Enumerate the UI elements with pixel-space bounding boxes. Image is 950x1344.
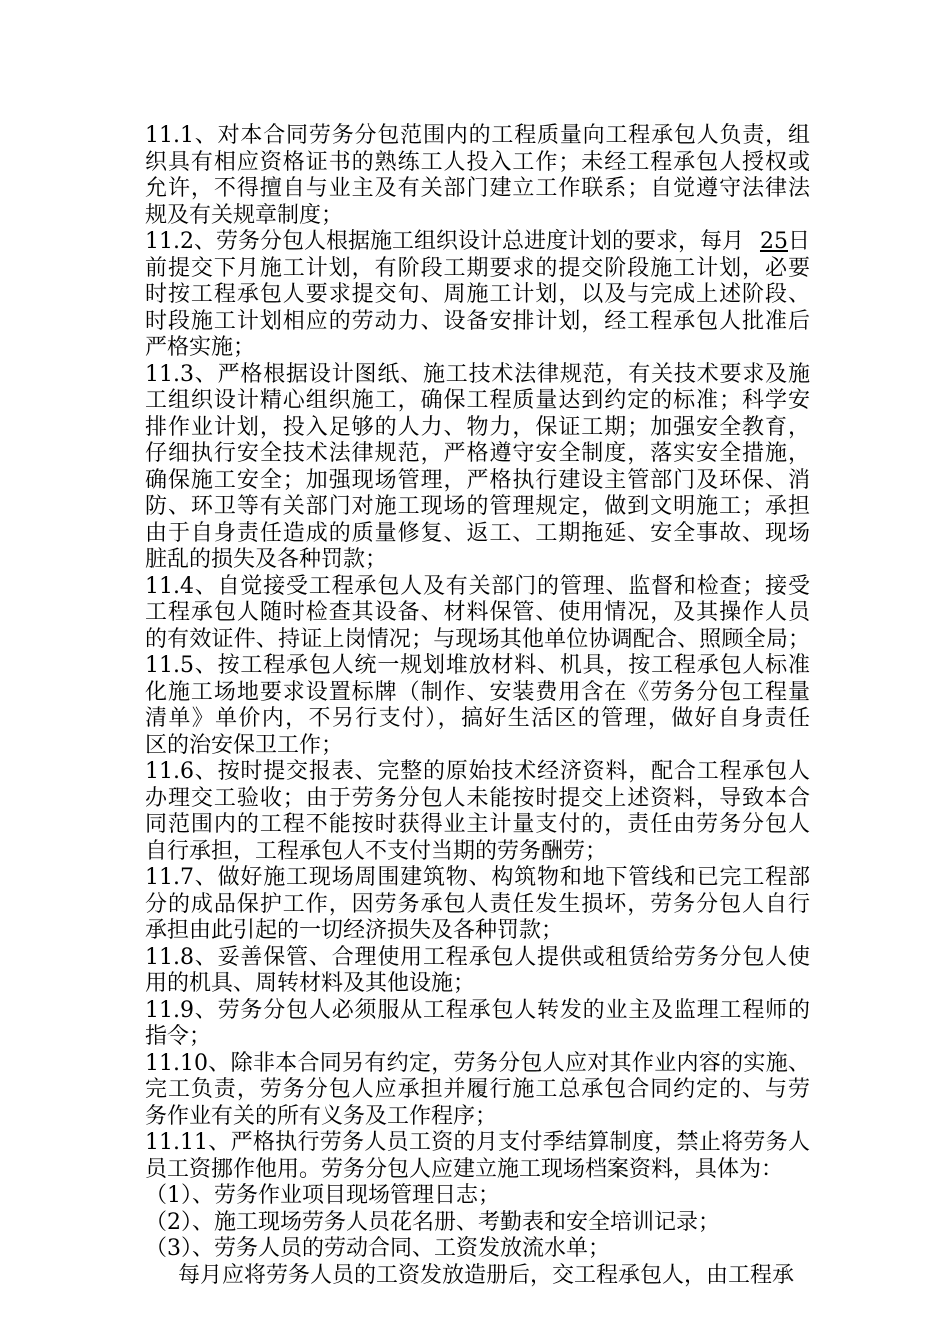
text-line: 11.4、自觉接受工程承包人及有关部门的管理、监督和检查；接受 (145, 573, 810, 599)
text-line: 工组织设计精心组织施工，确保工程质量达到约定的标准；科学安 (145, 388, 810, 413)
text-line: 11.5、按工程承包人统一规划堆放材料、机具，按工程承包人标准 (145, 653, 810, 678)
text-segment: 11.2、劳务分包人根据施工组织设计总进度计划的要求，每月 (145, 229, 744, 254)
text-line: 承担由此引起的一切经济损失及各种罚款； (145, 918, 564, 943)
text-line: 指令； (145, 1024, 212, 1049)
text-line: 区的治安保卫工作； (145, 732, 344, 758)
text-line-with-date (145, 229, 810, 256)
day-of-month (760, 229, 810, 256)
text-line: 严格实施； (145, 335, 256, 360)
text-line: 同范围内的工程不能按时获得业主计量支付的，责任由劳务分包人 (145, 812, 810, 837)
text-line: 11.6、按时提交报表、完整的原始技术经济资料，配合工程承包人 (145, 759, 810, 784)
list-item: （2）、施工现场劳务人员花名册、考勤表和安全培训记录； (145, 1209, 720, 1235)
text-line: 脏乱的损失及各种罚款； (145, 547, 388, 572)
text-line: 织具有相应资格证书的熟练工人投入工作；未经工程承包人授权或 (145, 149, 810, 175)
text-line: 完工负责，劳务分包人应承担并履行施工总承包合同约定的、与劳 (145, 1077, 810, 1102)
text-line: 11.11、严格执行劳务人员工资的月支付季结算制度，禁止将劳务人 (145, 1130, 810, 1155)
document-body (145, 123, 810, 1289)
text-line: 11.7、做好施工现场周围建筑物、构筑物和地下管线和已完工程部 (145, 865, 810, 890)
day-suffix: 日 (787, 229, 810, 254)
text-line: 前提交下月施工计划，有阶段工期要求的提交阶段施工计划，必要 (145, 255, 810, 281)
list-item: （3）、劳务人员的劳动合同、工资发放流水单； (145, 1236, 610, 1261)
text-line: 排作业计划，投入足够的人力、物力，保证工期；加强安全教育， (145, 414, 810, 440)
text-line: 防、环卫等有关部门对施工现场的管理规定，做到文明施工；承担 (145, 494, 810, 519)
text-line: 由于自身责任造成的质量修复、返工、工期拖延、安全事故、现场 (145, 520, 810, 546)
text-line: 允许，不得擅自与业主及有关部门建立工作联系；自觉遵守法律法 (145, 176, 810, 201)
text-line: 务作业有关的所有义务及工作程序； (145, 1103, 498, 1129)
text-line: 时按工程承包人要求提交旬、周施工计划，以及与完成上述阶段、 (145, 282, 810, 307)
text-line: 11.9、劳务分包人必须服从工程承包人转发的业主及监理工程师的 (145, 997, 810, 1023)
text-line: 清单》单价内，不另行支付），搞好生活区的管理，做好自身责任 (145, 706, 810, 731)
text-line: 确保施工安全；加强现场管理，严格执行建设主管部门及环保、消 (145, 467, 810, 493)
text-line: 时段施工计划相应的劳动力、设备安排计划，经工程承包人批准后 (145, 308, 810, 334)
text-line: 11.1、对本合同劳务分包范围内的工程质量向工程承包人负责，组 (145, 123, 810, 148)
list-item: （1）、劳务作业项目现场管理日志； (145, 1183, 500, 1208)
text-line: 分的成品保护工作，因劳务承包人责任发生损坏，劳务分包人自行 (145, 891, 810, 917)
text-line: 11.8、妥善保管、合理使用工程承包人提供或租赁给劳务分包人使 (145, 944, 810, 970)
text-line: 用的机具、周转材料及其他设施； (145, 971, 476, 996)
text-line: 化施工场地要求设置标牌（制作、安装费用含在《劳务分包工程量 (145, 679, 810, 705)
text-line: 办理交工验收；由于劳务分包人未能按时提交上述资料，导致本合 (145, 785, 810, 811)
text-line: 工程承包人随时检查其设备、材料保管、使用情况，及其操作人员 (145, 600, 810, 625)
text-line: 员工资挪作他用。劳务分包人应建立施工现场档案资料，具体为： (145, 1156, 784, 1182)
text-line: 每月应将劳务人员的工资发放造册后，交工程承包人，由工程承 (178, 1262, 795, 1288)
text-line: 规及有关规章制度； (145, 202, 344, 228)
text-line: 11.3、严格根据设计图纸、施工技术法律规范，有关技术要求及施 (145, 361, 810, 387)
text-line: 自行承担，工程承包人不支付当期的劳务酬劳； (145, 838, 608, 864)
day-number: 25 (759, 229, 788, 254)
text-line: 的有效证件、持证上岗情况；与现场其他单位协调配合、照顾全局； (145, 626, 810, 652)
text-line: 仔细执行安全技术法律规范，严格遵守安全制度，落实安全措施， (145, 441, 810, 466)
text-line: 11.10、除非本合同另有约定，劳务分包人应对其作业内容的实施、 (145, 1050, 810, 1076)
